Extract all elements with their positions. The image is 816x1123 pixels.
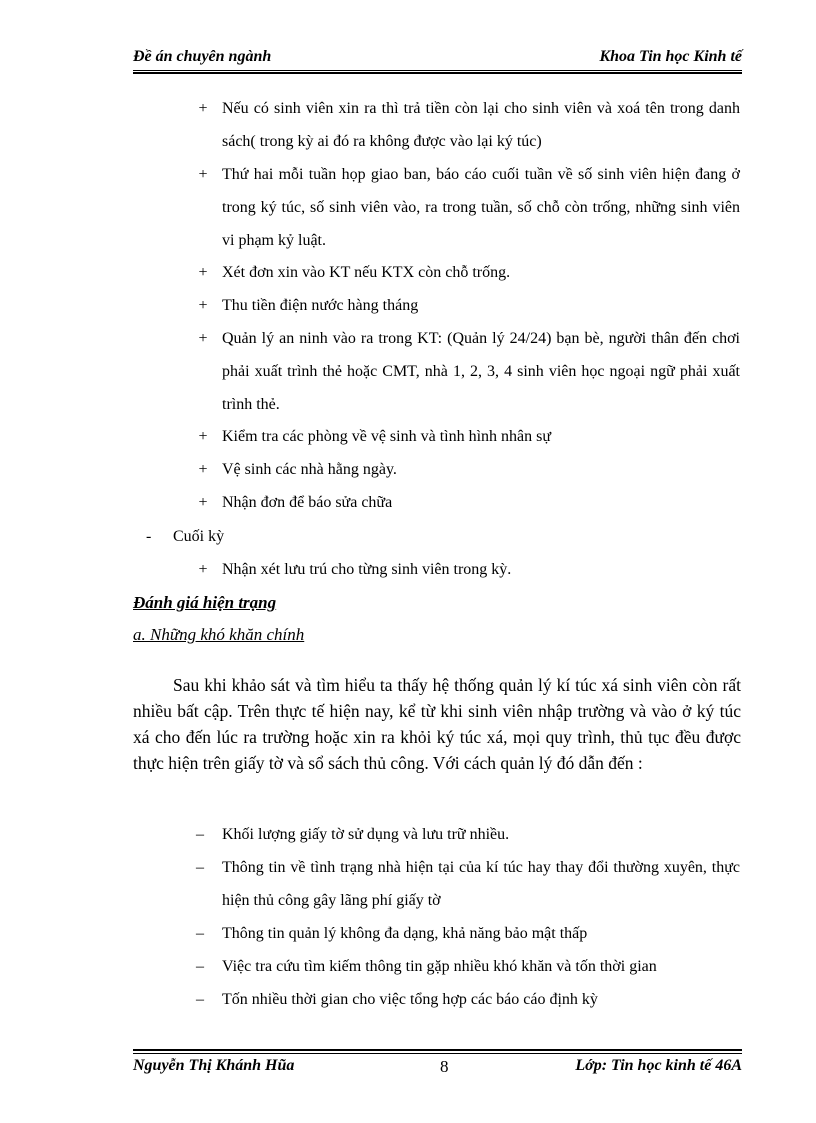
- footer-class: Lớp: Tin học kinh tế 46A: [575, 1057, 742, 1074]
- plus-marker: +: [198, 297, 208, 314]
- task-text: Kiểm tra các phòng về vệ sinh và tình hình nhân sự: [222, 428, 552, 445]
- task-text: Thứ hai mỗi tuần họp giao ban, báo cáo cuối tuần về số sinh viên hiện đang ở trong ký túc, số sinh viên vào, ra trong tuần, số chỗ còn trống, những sinh viên vi phạm kỷ luật.: [222, 166, 740, 249]
- issue-text: Khối lượng giấy tờ sử dụng và lưu trữ nhiều.: [222, 826, 510, 843]
- task-item: [198, 289, 740, 322]
- footer-rule-thin: [133, 1053, 742, 1054]
- task-item: [198, 486, 740, 519]
- plus-marker: +: [198, 166, 208, 183]
- task-text: Thu tiền điện nước hàng tháng: [222, 297, 419, 314]
- task-item: [198, 453, 740, 486]
- header-rule-thin: [133, 70, 742, 71]
- header-rule-thick: [133, 72, 742, 74]
- issue-text: Việc tra cứu tìm kiếm thông tin gặp nhiều khó khăn và tốn thời gian: [222, 958, 657, 975]
- task-item: [198, 256, 740, 289]
- dash-marker: –: [196, 991, 204, 1008]
- issue-item: [196, 950, 740, 983]
- task-item: [198, 158, 740, 257]
- issue-item: [196, 851, 740, 917]
- dash-marker: –: [196, 859, 204, 876]
- task-item: [198, 420, 740, 453]
- task-text: Vệ sinh các nhà hằng ngày.: [222, 461, 397, 478]
- header-faculty: Khoa Tin học Kinh tế: [599, 48, 742, 65]
- section-subheading: a. Những khó khăn chính: [133, 625, 305, 644]
- task-text: Xét đơn xin vào KT nếu KTX còn chỗ trống.: [222, 264, 511, 281]
- hyphen-marker: -: [146, 528, 152, 545]
- task-text: Nếu có sinh viên xin ra thì trả tiền còn lại cho sinh viên và xoá tên trong danh sách( trong kỳ ai đó ra không được vào lại ký túc): [222, 100, 740, 150]
- plus-marker: +: [198, 428, 208, 445]
- section-heading: Đánh giá hiện trạng: [133, 593, 277, 612]
- task-item: [198, 322, 740, 421]
- task-text: Nhận xét lưu trú cho từng sinh viên trong kỳ.: [222, 561, 512, 578]
- plus-marker: +: [198, 330, 208, 347]
- issue-item: [196, 818, 740, 851]
- task-text: Nhận đơn để báo sửa chữa: [222, 494, 393, 511]
- issue-item: [196, 983, 740, 1016]
- issue-text: Thông tin quản lý không đa dạng, khả năng bảo mật thấp: [222, 925, 588, 942]
- task-item: [198, 553, 740, 586]
- end-of-term-text: Cuối kỳ: [173, 528, 225, 545]
- footer-rule-thick: [133, 1049, 742, 1051]
- issue-item: [196, 917, 740, 950]
- plus-marker: +: [198, 264, 208, 281]
- header-title: Đề án chuyên ngành: [133, 48, 272, 65]
- end-of-term-label: [146, 520, 225, 553]
- dash-marker: –: [196, 925, 204, 942]
- issue-text: Tốn nhiều thời gian cho việc tổng hợp các báo cáo định kỳ: [222, 991, 598, 1008]
- plus-marker: +: [198, 494, 208, 511]
- issue-text: Thông tin về tình trạng nhà hiện tại của kí túc hay thay đổi thường xuyên, thực hiện thủ công gây lãng phí giấy tờ: [222, 859, 740, 909]
- page-footer: [133, 1057, 742, 1079]
- body-paragraph: Sau khi khảo sát và tìm hiểu ta thấy hệ thống quản lý kí túc xá sinh viên còn rất nhiều bất cập. Trên thực tế hiện nay, kể từ khi sinh viên nhập trường và vào ở ký túc xá cho đến lúc ra trường hoặc xin ra khỏi ký túc xá, mọi quy trình, thủ tục đều được thực hiện trên giấy tờ và sổ sách thủ công. Với cách quản lý đó dẫn đến :: [133, 675, 741, 773]
- footer-author: Nguyễn Thị Khánh Hũa: [133, 1057, 295, 1074]
- task-text: Quản lý an ninh vào ra trong KT: (Quản lý 24/24) bạn bè, người thân đến chơi phải xuất trình thẻ hoặc CMT, nhà 1, 2, 3, 4 sinh viên học ngoại ngữ phải xuất trình thẻ.: [222, 330, 740, 413]
- plus-marker: +: [198, 100, 208, 117]
- page-header: [133, 46, 742, 68]
- plus-marker: +: [198, 561, 208, 578]
- dash-marker: –: [196, 826, 204, 843]
- plus-marker: +: [198, 461, 208, 478]
- task-item: [198, 92, 740, 158]
- dash-marker: –: [196, 958, 204, 975]
- page-number: 8: [440, 1057, 449, 1076]
